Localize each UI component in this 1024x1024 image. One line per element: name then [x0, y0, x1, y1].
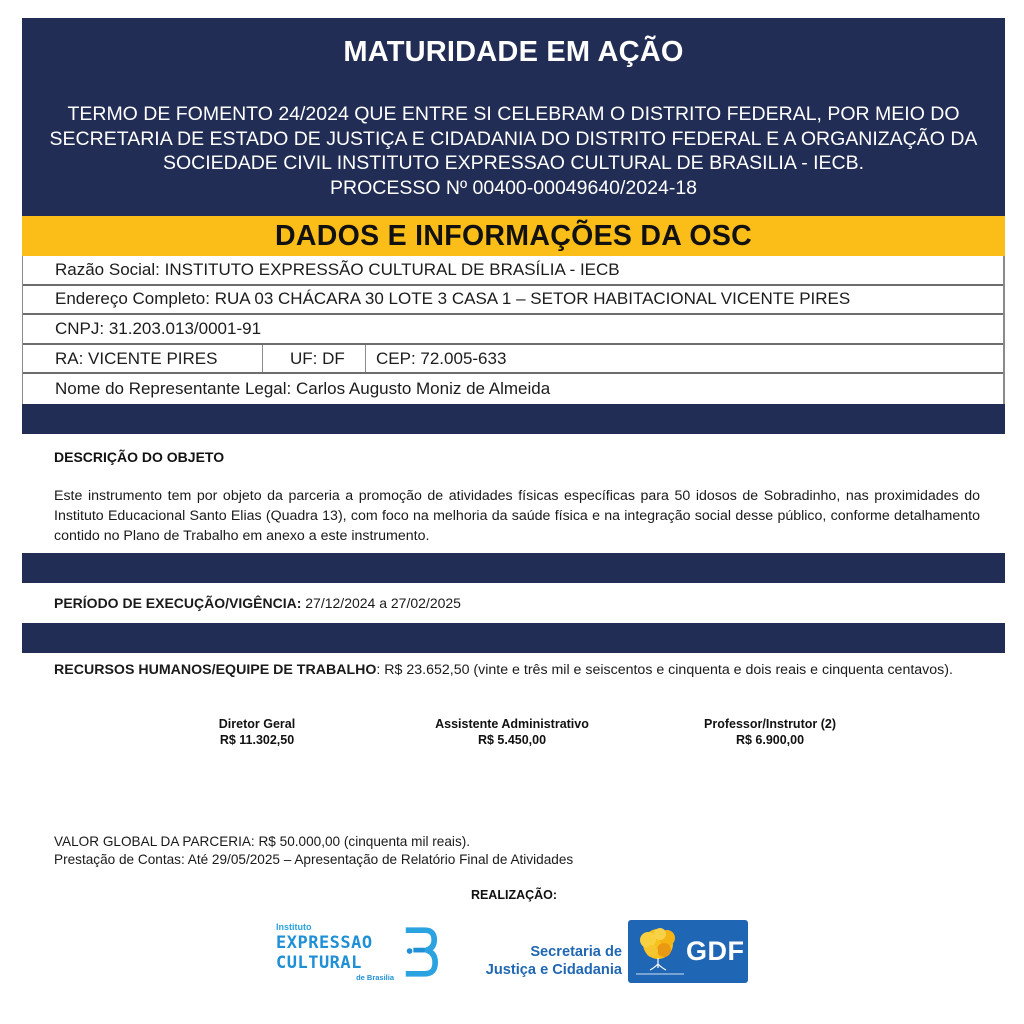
role-amount: R$ 5.450,00: [477, 733, 547, 747]
table-row-endereco: [23, 286, 1003, 316]
sejus-logo: [466, 943, 622, 979]
table-row-representante: [23, 374, 1003, 404]
header-banner: [22, 18, 1005, 216]
role-title: Diretor Geral: [218, 717, 296, 731]
header-subtitle: [22, 102, 1005, 200]
sejus-logo-line2: Justiça e Cidadania: [485, 962, 622, 978]
periodo-label: PERÍODO DE EXECUÇÃO/VIGÊNCIA:: [54, 595, 302, 611]
recursos-paragraph: [54, 660, 980, 680]
recursos-label: RECURSOS HUMANOS/EQUIPE DE TRABALHO: [54, 662, 377, 678]
cnpj: CNPJ: 31.203.013/0001-91: [55, 318, 262, 338]
periodo-value: 27/12/2024 a 27/02/2025: [301, 595, 461, 611]
gdf-logo-text: GDF: [686, 936, 745, 966]
valor-block: [54, 833, 573, 869]
descricao-title: DESCRIÇÃO DO OBJETO: [54, 449, 225, 465]
iecb-logo-sub: de Brasilia: [356, 973, 394, 982]
subtitle-line: SECRETARIA DE ESTADO DE JUSTIÇA E CIDADANIA DO DISTRITO FEDERAL E A ORGANIZAÇÃO DA: [49, 127, 978, 150]
realizacao-label: REALIZAÇÃO:: [470, 888, 558, 902]
role-diretor-geral: [192, 716, 322, 748]
subtitle-line: SOCIEDADE CIVIL INSTITUTO EXPRESSAO CULTURAL DE BRASILIA - IECB.: [162, 152, 865, 174]
iecb-logo: [272, 920, 442, 984]
prestacao-contas: Prestação de Contas: Até 29/05/2025 – Apresentação de Relatório Final de Atividades: [54, 852, 574, 867]
periodo-line: [54, 595, 461, 612]
divider-band: [22, 404, 1005, 434]
divider-band: [22, 553, 1005, 583]
page-title: MATURIDADE EM AÇÃO: [343, 36, 684, 68]
table-row-razao-social: [23, 256, 1003, 286]
osc-section-title: DADOS E INFORMAÇÕES DA OSC: [274, 220, 753, 252]
subtitle-line: PROCESSO Nº 00400-00049640/2024-18: [329, 176, 698, 199]
iecb-logo-text: [276, 922, 398, 983]
iecb-logo-small: Instituto: [276, 922, 312, 932]
endereco: Endereço Completo: RUA 03 CHÁCARA 30 LOTE 3 CASA 1 – SETOR HABITACIONAL VICENTE PIRES: [55, 289, 851, 309]
cep: CEP: 72.005-633: [376, 348, 507, 368]
valor-global: VALOR GLOBAL DA PARCERIA: R$ 50.000,00 (cinquenta mil reais).: [54, 834, 471, 849]
role-title: Assistente Administrativo: [435, 717, 589, 731]
gdf-logo: [628, 920, 748, 983]
sejus-logo-line1: Secretaria de: [530, 944, 622, 960]
role-amount: R$ 6.900,00: [735, 733, 805, 747]
iecb-logo-line2: CULTURAL: [276, 953, 362, 973]
representante-legal: Nome do Representante Legal: Carlos Augusto Moniz de Almeida: [55, 379, 551, 399]
iecb-logo-line1: EXPRESSAO: [276, 933, 373, 953]
osc-info-table: [22, 256, 1005, 404]
table-row-location: [23, 345, 1003, 375]
razao-social: Razão Social: INSTITUTO EXPRESSÃO CULTURAL DE BRASÍLIA - IECB: [55, 259, 620, 279]
role-assistente-administrativo: [412, 716, 612, 748]
role-professor-instrutor: [680, 716, 860, 748]
role-amount: R$ 11.302,50: [219, 733, 295, 747]
ipe-tree-icon: [634, 924, 686, 980]
subtitle-line: TERMO DE FOMENTO 24/2024 QUE ENTRE SI CELEBRAM O DISTRITO FEDERAL, POR MEIO DO: [67, 103, 960, 125]
recursos-value: : R$ 23.652,50 (vinte e três mil e seiscentos e cinquenta e dois reais e cinquenta centavos).: [376, 662, 953, 678]
role-title: Professor/Instrutor (2): [704, 717, 836, 731]
osc-section-banner: [22, 216, 1005, 256]
uf: UF: DF: [263, 345, 366, 373]
ra: RA: VICENTE PIRES: [23, 345, 263, 373]
descricao-body: Este instrumento tem por objeto da parceria a promoção de atividades físicas específicas para 50 idosos de Sobradinho, nas proximidades do Instituto Educacional Santo Elias (Quadra 13), com foco na melhoria da saúde física e na integração social desse público, conforme detalhamento contido no Plano de Trabalho em anexo a este instrumento.: [54, 488, 980, 544]
iecb-b-mark-icon: [402, 926, 438, 978]
table-row-cnpj: [23, 315, 1003, 345]
divider-band: [22, 623, 1005, 653]
